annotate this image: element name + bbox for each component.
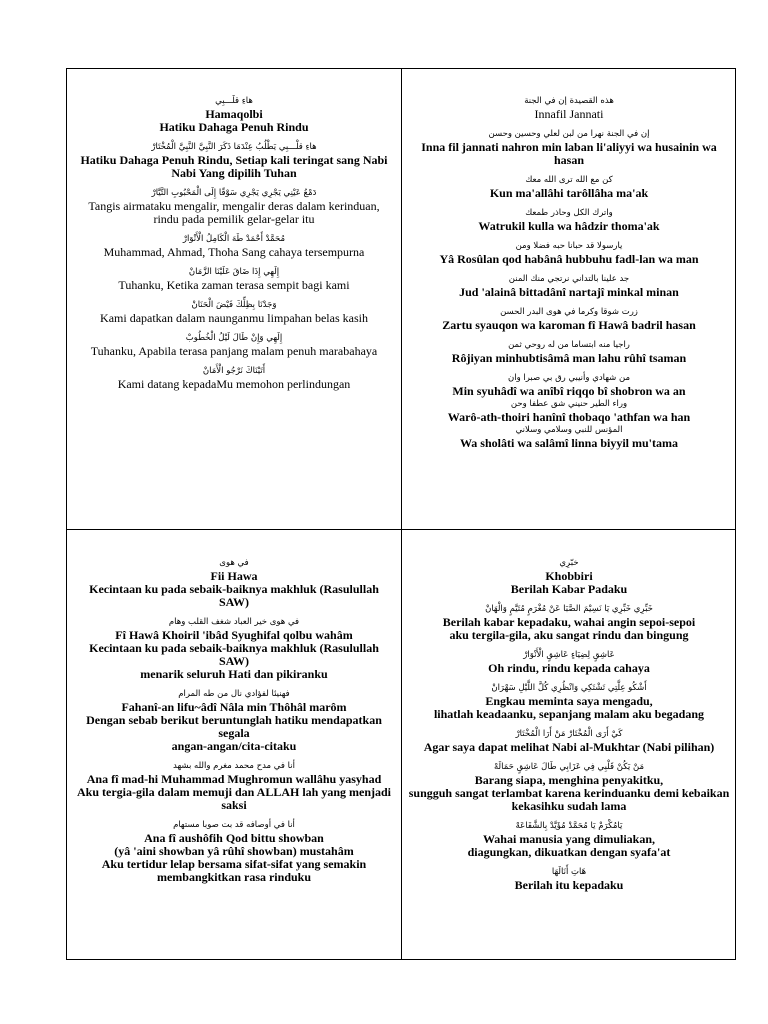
verse-arabic: المؤنس للنبي وسلامي وسلاني bbox=[515, 425, 623, 435]
verse-line: Tangis airmataku mengalir, mengalir deras dalam kerinduan, bbox=[88, 199, 380, 213]
verse-line: Ana fî mad-hi Muhammad Mughromun wallâhu yasyhad bbox=[86, 772, 382, 786]
verse bbox=[408, 820, 730, 859]
verse bbox=[408, 306, 730, 332]
verse-line: Berilah kabar kepadaku, wahai angin sepoi-sepoi bbox=[442, 615, 696, 629]
verse-arabic: هَاتِ أَنَالَهَا bbox=[551, 867, 587, 877]
horizontal-divider bbox=[67, 529, 735, 530]
verse-line: Oh rindu, rindu kepada cahaya bbox=[488, 661, 650, 675]
verse bbox=[408, 682, 730, 721]
verse-line: diagungkan, dikuatkan dengan syafa'at bbox=[467, 845, 671, 859]
verse-line: Engkau meminta saya mengadu, bbox=[485, 694, 653, 708]
verse-arabic: فهنيئا لفؤادي نال من طه المرام bbox=[178, 689, 290, 699]
verse-arabic: يارسولا قد حبانا حبه فضلا ومن bbox=[515, 241, 623, 251]
card-hamaqolbi bbox=[67, 95, 401, 525]
verse-arabic: دَمْعُ عَيْنِي يَجْرِي يَجْرِي سَوْقًا إِلَى الْمَحْبُوبِ التَّيَّارْ bbox=[151, 188, 317, 198]
verse-arabic: أنا في أوصافه قد بت صوبا مستهام bbox=[173, 820, 295, 830]
verse-line: aku tergila-gila, aku sangat rindu dan bingung bbox=[449, 628, 689, 642]
card-header bbox=[408, 557, 730, 596]
verse-line: Dengan sebab berikut beruntunglah hatiku mendapatkan segala bbox=[86, 713, 382, 740]
verse-arabic: مَنْ يَكُنْ قَلْبِي فِي عَزَابِي طَالَ عَاشِقٍ حَمَالَهْ bbox=[493, 762, 645, 772]
card-innafil-jannati bbox=[402, 95, 736, 525]
verse-arabic: هاءِ قلْـــبِي يَطْلُبُ عِنْدَمَا ذَكَرَ النَّبِيَّ النَّبِيَّ الْمُخْتَارْ bbox=[151, 142, 317, 152]
card-subtitle: Hatiku Dahaga Penuh Rindu bbox=[159, 120, 309, 134]
verse-arabic: إِلَهِي إِذَا ضَاقَ عَلَيْنَا الزَّمَانْ bbox=[188, 267, 280, 277]
verse bbox=[408, 207, 730, 233]
verse-line: Aku tertidur lelap bersama sifat-sifat yang semakin bbox=[101, 857, 367, 871]
verse-arabic: في هوى خير العباد شغف القلب وهام bbox=[168, 617, 300, 627]
verse-line: Hatiku Dahaga Penuh Rindu, Setiap kali teringat sang Nabi bbox=[80, 153, 388, 167]
verse-arabic: جد علينا بالتداني نرتجي منك المنن bbox=[508, 274, 630, 284]
verse-line: membangkitkan rasa rinduku bbox=[156, 870, 312, 884]
verse bbox=[408, 128, 730, 167]
card-title: Fii Hawa bbox=[210, 569, 258, 583]
verse bbox=[408, 728, 730, 754]
arabic-title: هذه القصيدة إن في الجنة bbox=[524, 96, 614, 106]
verse bbox=[73, 299, 395, 325]
verse-line: angan-angan/cita-citaku bbox=[171, 739, 297, 753]
verse-arabic: كن مع الله ترى الله معك bbox=[525, 175, 613, 185]
verse bbox=[408, 273, 730, 299]
verse-arabic: مُحَمَّدْ أَحْمَدْ طَهَ الْكَامِلُ الْأَنْوَارْ bbox=[182, 234, 286, 244]
arabic-title: في هوى bbox=[219, 558, 249, 568]
verse-line: Muhammad, Ahmad, Thoha Sang cahaya tersempurna bbox=[103, 245, 365, 259]
card-header bbox=[408, 95, 730, 121]
verse-line: Kun ma'allâhi tarôllâha ma'ak bbox=[489, 186, 649, 200]
verse-arabic: كَيْ أَرَى الْمُخْتَارْ مَنْ أَرَا الْمُخْتَارْ bbox=[515, 729, 623, 739]
verse bbox=[408, 174, 730, 200]
verse bbox=[408, 649, 730, 675]
verse-arabic: خَبِّرِي خَبِّرِي يَا نَسِيْمَ الصَّبَا عَنْ مُغْرَمٍ مُتَيَّمٍ وَالْهَانْ bbox=[485, 604, 653, 614]
verse-line: Tuhanku, Apabila terasa panjang malam penuh marabahaya bbox=[90, 344, 378, 358]
verse-arabic: زرت شوقا وكرما في هوى البدر الحسن bbox=[500, 307, 638, 317]
verse bbox=[408, 398, 730, 424]
verse bbox=[73, 760, 395, 812]
verse-line: Wa sholâti wa salâmî linna biyyil mu'tama bbox=[459, 436, 679, 450]
verse-line: Rôjiyan minhubtisâmâ man lahu rûhî tsaman bbox=[451, 351, 687, 365]
verse-line: Fî Hawâ Khoiril 'ibâd Syughifal qolbu wahâm bbox=[115, 628, 353, 642]
verse-line: (yâ 'aini showban yâ rûhî showban) mustahâm bbox=[114, 844, 354, 858]
verse-line: menarik seluruh Hati dan pikiranku bbox=[140, 667, 328, 681]
arabic-title: هاءِ قلْـــبِي bbox=[215, 96, 253, 106]
verse-line: Yâ Rosûlan qod habânâ hubbuhu fadl-lan wa man bbox=[439, 252, 699, 266]
verse-line: Min syuhâdî wa anîbî riqqo bî shobron wa an bbox=[452, 384, 686, 398]
verse-line: saksi bbox=[221, 798, 247, 812]
verse bbox=[408, 424, 730, 450]
card-title: Innafil Jannati bbox=[534, 107, 604, 121]
verse-line: Zartu syauqon wa karoman fî Hawâ badril hasan bbox=[442, 318, 696, 332]
verse-line: Wahai manusia yang dimuliakan, bbox=[482, 832, 656, 846]
verse-line: Agar saya dapat melihat Nabi al-Mukhtar (Nabi pilihan) bbox=[423, 740, 715, 754]
verse-line: Ana fî aushôfih Qod bittu showban bbox=[144, 831, 324, 845]
poem-card-grid bbox=[66, 68, 736, 960]
verse bbox=[73, 616, 395, 681]
verse-line: rindu pada pemilik gelar-gelar itu bbox=[153, 212, 315, 226]
verse-line: Nabi Yang dipilih Tuhan bbox=[171, 166, 297, 180]
verse bbox=[408, 761, 730, 813]
verse bbox=[408, 372, 730, 398]
verse-line: Kami datang kepadaMu memohon perlindungan bbox=[117, 377, 351, 391]
verse-line: Kami dapatkan dalam naunganmu limpahan belas kasih bbox=[100, 311, 368, 325]
verse-arabic: وَجَدْنَا بِظِلِّكَ فَيْضَ الْحَنَانْ bbox=[191, 300, 277, 310]
verse bbox=[73, 332, 395, 358]
verse-arabic: إن في الجنة نهرا من لبن لعلي وحسين وحسن bbox=[488, 129, 650, 139]
arabic-title: خبّرِي bbox=[559, 558, 579, 568]
card-fii-hawa bbox=[67, 557, 401, 959]
verse-line: Aku tergia-gila dalam memuji dan ALLAH lah yang menjadi bbox=[76, 785, 392, 799]
verse bbox=[73, 688, 395, 753]
verse bbox=[73, 365, 395, 391]
verse-line: Berilah itu kepadaku bbox=[514, 878, 624, 892]
card-khobbiri bbox=[402, 557, 736, 959]
verse-line: kekasihku sudah lama bbox=[511, 799, 627, 813]
verse-arabic: أنا في مدح محمد مغرم والله بشهد bbox=[173, 761, 295, 771]
verse-line: Barang siapa, menghina penyakitku, bbox=[474, 773, 664, 787]
verse-line: lihatlah keadaanku, sepanjang malam aku begadang bbox=[433, 707, 705, 721]
card-header bbox=[73, 557, 395, 609]
card-title: Khobbiri bbox=[545, 569, 593, 583]
verse bbox=[73, 187, 395, 226]
verse-line: Inna fil jannati nahron min laban li'aliyyi wa husainin wa hasan bbox=[421, 140, 717, 167]
card-subtitle: Kecintaan ku pada sebaik-baiknya makhluk (Rasulullah SAW) bbox=[89, 582, 379, 609]
verse bbox=[73, 819, 395, 884]
verse-arabic: وراء الطير حنيني شق عطفا وحن bbox=[510, 399, 628, 409]
verse-line: Warô-ath-thoiri hanînî thobaqo 'athfan wa han bbox=[447, 410, 691, 424]
verse-line: sungguh sangat terlambat karena kerinduanku demi kebaikan bbox=[408, 786, 730, 800]
card-subtitle: Berilah Kabar Padaku bbox=[510, 582, 628, 596]
verse bbox=[73, 266, 395, 292]
verse bbox=[73, 141, 395, 180]
verse-line: Jud 'alainâ bittadânî nartajî minkal minan bbox=[459, 285, 679, 299]
verse-arabic: أَتَيْنَاكَ نَرْجُو الْأَمَانْ bbox=[202, 366, 266, 376]
verse-line: Watrukil kulla wa hâdzir thoma'ak bbox=[478, 219, 660, 233]
verse-arabic: أَشْكُو عِلَّتِي تَشْتَكِي وَانْظُرِي كُلَّ اللَّيْلِ سَهْرَانْ bbox=[491, 683, 647, 693]
verse bbox=[408, 240, 730, 266]
verse bbox=[73, 233, 395, 259]
verse-arabic: إِلَهِي وَإِنْ طَالَ لَيْلُ الْخُطُوبْ bbox=[185, 333, 283, 343]
card-header bbox=[73, 95, 395, 134]
verse-arabic: واترك الكل وحاذر طمعك bbox=[525, 208, 613, 218]
verse-line: Fahanî-an lifu~âdî Nâla min Thôhâl marôm bbox=[121, 700, 347, 714]
verse-line: Kecintaan ku pada sebaik-baiknya makhluk (Rasulullah SAW) bbox=[89, 641, 379, 668]
verse-arabic: من شهادي وأنيبي رق بي صبرا وان bbox=[507, 373, 631, 383]
verse-arabic: راجيا منه ابتساما من له روحي ثمن bbox=[508, 340, 630, 350]
card-title: Hamaqolbi bbox=[205, 107, 263, 121]
verse-arabic: يَامُكْرَمْ يَا مُحَمَّدْ مُؤَيَّدْ بِالشَّفَاعَهْ bbox=[515, 821, 623, 831]
verse bbox=[408, 866, 730, 892]
verse-arabic: عَاشِقٍ لِضِيَاءٍ عَاشِقٍ الْأَنْوَارْ bbox=[523, 650, 615, 660]
verse bbox=[408, 603, 730, 642]
verse-line: Tuhanku, Ketika zaman terasa sempit bagi kami bbox=[118, 278, 350, 292]
verse bbox=[408, 339, 730, 365]
